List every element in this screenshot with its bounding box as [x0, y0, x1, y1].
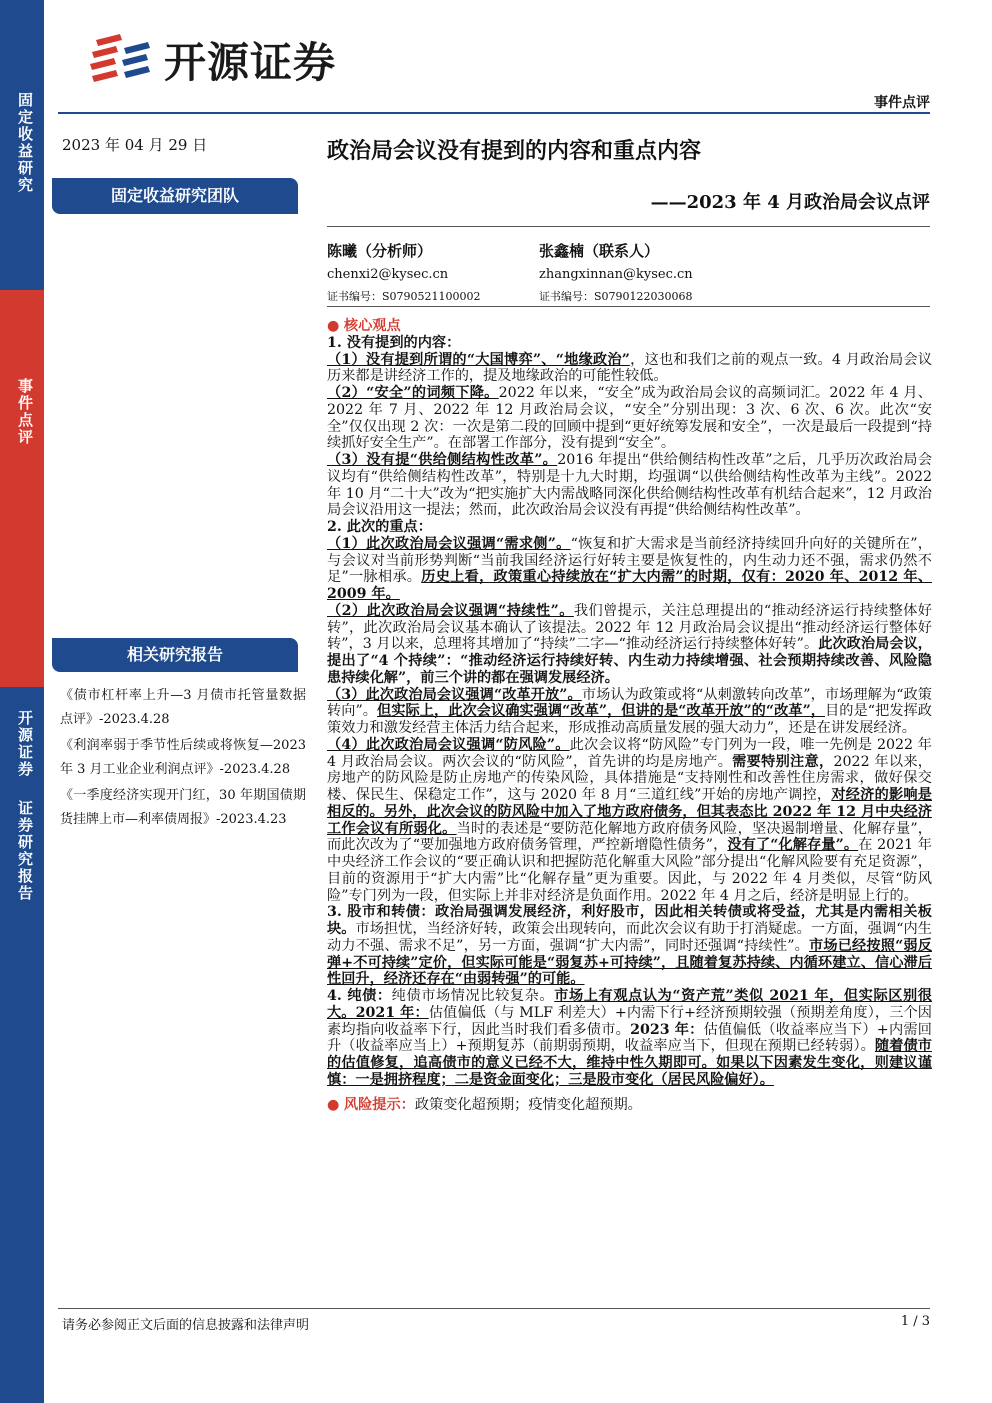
- left-sidebar: [0, 0, 44, 1403]
- related-report-item[interactable]: 《一季度经济实现开门红，30 年期国债期货挂牌上市—利率债周报》-2023.4.23: [60, 788, 306, 827]
- section-2-heading: 2. 此次的重点：: [327, 519, 432, 535]
- related-report-item[interactable]: 《债市杠杆率上升—3 月债市托管量数据点评》-2023.4.28: [60, 688, 306, 727]
- section-1-3: （3）没有提“供给侧结构性改革”。2016 年提出“供给侧结构性改革”之后，几乎历次政治局会议均有“供给侧结构性改革”，特别是十九大时期，均强调“以供给侧结构性改革为主线”。2022 年 10 月“二十大”改为“把实施扩大内需战略同深化供给侧结构性改革有机结合起来”，12 月政治局会议沿用这一提法；然而，此次政治局会议没有再提“供给侧结构性改革”。: [327, 452, 933, 519]
- footer-disclaimer: 请务必参阅正文后面的信息披露和法律声明: [62, 1318, 310, 1333]
- report-subtitle: ——2023 年 4 月政治局会议点评: [650, 192, 930, 213]
- author-2: [539, 240, 693, 304]
- sidebar-label-event-review: 事件点评: [16, 378, 34, 446]
- footer-rule: [58, 1308, 930, 1309]
- report-date: 2023 年 04 月 29 日: [62, 136, 208, 154]
- sidebar-label-research-report: 证券研究报告: [16, 800, 34, 902]
- related-report-item[interactable]: 《利润率弱于季节性后续或将恢复—2023 年 3 月工业企业利润点评》-2023.4.28: [60, 738, 306, 777]
- author-email: zhangxinnan@kysec.cn: [539, 267, 693, 282]
- section-1-1: （1）没有提到所谓的“大国博弈”、“地缘政治”，这也和我们之前的观点一致。4 月政治局会议历来都是讲经济工作的，提及地缘政治的可能性较低。: [327, 351, 933, 385]
- page-number: 1 / 3: [900, 1314, 930, 1329]
- author-name: 陈曦（分析师）: [327, 242, 433, 260]
- top-rule: [58, 112, 930, 114]
- section-2-2: （2）此次政治局会议强调“持续性”。我们曾提示，关注总理提出的“推动经济运行持续整体好转”，此次政治局会议基本确认了该提法。2022 年 12 月政治局会议提出“推动经济运行整体好转”，3 月以来，总理将其增加了“持续”二字—“推动经济运行持续整体好转”。此次政治局会议，提出了“4 个持续”：“推动经济运行持续好转、内生动力持续增强、社会预期持续改善、风险隐患持续化解”，前三个讲的都在强调发展经济。: [327, 602, 932, 686]
- section-3: 3. 股市和转债：政治局强调发展经济，利好股市，因此相关转债或将受益，尤其是内需相关板块。市场担忧，当经济好转，政策会出现转向，而此次会议有助于打消疑虑。一方面，强调“内生动力不强、需求不足”，另一方面，强调“扩大内需”，同时还强调“持续性”。市场已经按照“弱反弹+不可持续”定价，但实际可能是“弱复苏+可持续”，且随着复苏持续、内循环建立、信心滞后性回升，经济还存在“由弱转强”的可能。: [327, 904, 932, 988]
- bullet-dot-icon: ●: [327, 1096, 340, 1113]
- author-email: chenxi2@kysec.cn: [327, 267, 449, 282]
- author-separator: [327, 306, 930, 307]
- author-cert: 证书编号：S0790521100002: [327, 290, 481, 303]
- section-2-1: （1）此次政治局会议强调“需求侧”。“恢复和扩大需求是当前经济持续回升向好的关键所在”，与会议对当前形势判断“当前我国经济运行好转主要是恢复性的，内生动力还不强，需求仍然不足”一脉相承。历史上看，政策重心持续放在“扩大内需”的时期，仅有：2020 年、2012 年、2009 年。: [327, 535, 932, 602]
- kaiyuan-logo-icon: [86, 30, 156, 90]
- report-title: 政治局会议没有提到的内容和重点内容: [327, 138, 702, 164]
- risk-warning: ● 风险提示：政策变化超预期；疫情变化超预期。: [327, 1096, 642, 1113]
- title-separator: [327, 226, 930, 227]
- core-view-heading: ● 核心观点: [327, 318, 401, 334]
- brand-name: 开源证券: [164, 38, 337, 87]
- bullet-dot-icon: ●: [327, 318, 340, 334]
- sidebar-label-fixed-income: 固定收益研究: [16, 92, 34, 194]
- section-1-heading: 1. 没有提到的内容：: [327, 334, 461, 351]
- team-badge: 固定收益研究团队: [52, 178, 298, 214]
- author-name: 张鑫楠（联系人）: [539, 242, 660, 260]
- related-reports-header: 相关研究报告: [52, 638, 298, 672]
- section-1-2: （2）“安全”的词频下降。2022 年以来，“安全”成为政治局会议的高频词汇。2022 年 4 月、2022 年 7 月、2022 年 12 月政治局会议，“安全”分别出现：3 次、6 次、6 次。此次“安全”仅仅出现 2 次：一次是第二段的回顾中提到“更好统筹发展和安全”，一次是最后一段提到“持续抓好安全生产”。在部署工作部分，没有提到“安全”。: [327, 385, 932, 452]
- author-1: [327, 240, 481, 304]
- document-type: 事件点评: [874, 95, 930, 111]
- sidebar-block-middle: [0, 290, 44, 687]
- sidebar-block-bottom: [0, 687, 44, 1403]
- sidebar-label-kaiyuan: 开源证券: [16, 710, 34, 778]
- section-4: 4. 纯债：纯债市场情况比较复杂。市场上有观点认为“资产荒”类似 2021 年，但实际区别很大。2021 年：估值偏低（与 MLF 利差大）+内需下行+经济预期较强（预期差角度），三个因素均指向收益率下行，因此当时我们看多债市。2023 年：估值偏低（收益率应当下）+内需回升（收益率应当上）+预期复苏（前期弱预期，收益率应当下，但现在预期已经转弱）。随着债市的估值修复，追高债市的意义已经不大，维持中性久期即可。如果以下因素发生变化，则建议谨慎：一是拥挤程度；二是资金面变化；三是股市变化（居民风险偏好）。: [327, 988, 932, 1088]
- section-2-3: （3）此次政治局会议强调“改革开放”。市场认为政策或将“从刺激转向改革”，市场理解为“政策转向”。但实际上，此次会议确实强调“改革”，但讲的是“改革开放”的“改革”，目的是“把发挥政策效力和激发经营主体活力结合起来，形成推动高质量发展的强大动力”，还是在讲发展经济。: [327, 686, 932, 736]
- related-reports-list: [60, 684, 306, 834]
- author-cert: 证书编号：S0790122030068: [539, 290, 693, 303]
- main-content: [327, 318, 932, 1113]
- section-2-4: （4）此次政治局会议强调“防风险”。此次会议将“防风险”专门列为一段，唯一先例是 2022 年 4 月政治局会议。两次会议的“防风险”，首先讲的均是房地产。需要特别注意，2022 年以来，房地产的防风险是防止房地产的传染风险，具体措施是“支持刚性和改善性住房需求，做好保交楼、保民生、保稳定工作”，这与 2020 年 8 月“三道红线”开始的房地产调控，对经济的影响是相反的。另外，此次会议的防风险中加入了地方政府债务，但其表态比 2022 年 12 月中央经济工作会议有所弱化。当时的表述是“要防范化解地方政府债务风险，坚决遏制增量、化解存量”，而此次改为了“要加强地方政府债务管理，严控新增隐性债务”，没有了“化解存量”。在 2021 年中央经济工作会议的“要正确认识和把握防范化解重大风险”部分提出“化解风险要有充足资源”，目前的资源用于“扩大内需”比“化解存量”更为重要。因此，与 2022 年 4 月类似，尽管“防风险”专门列为一段，但实际上并非对经济是负面作用。2022 年 4 月之后，经济是明显上行的。: [327, 736, 932, 904]
- brand-logo: [86, 30, 336, 90]
